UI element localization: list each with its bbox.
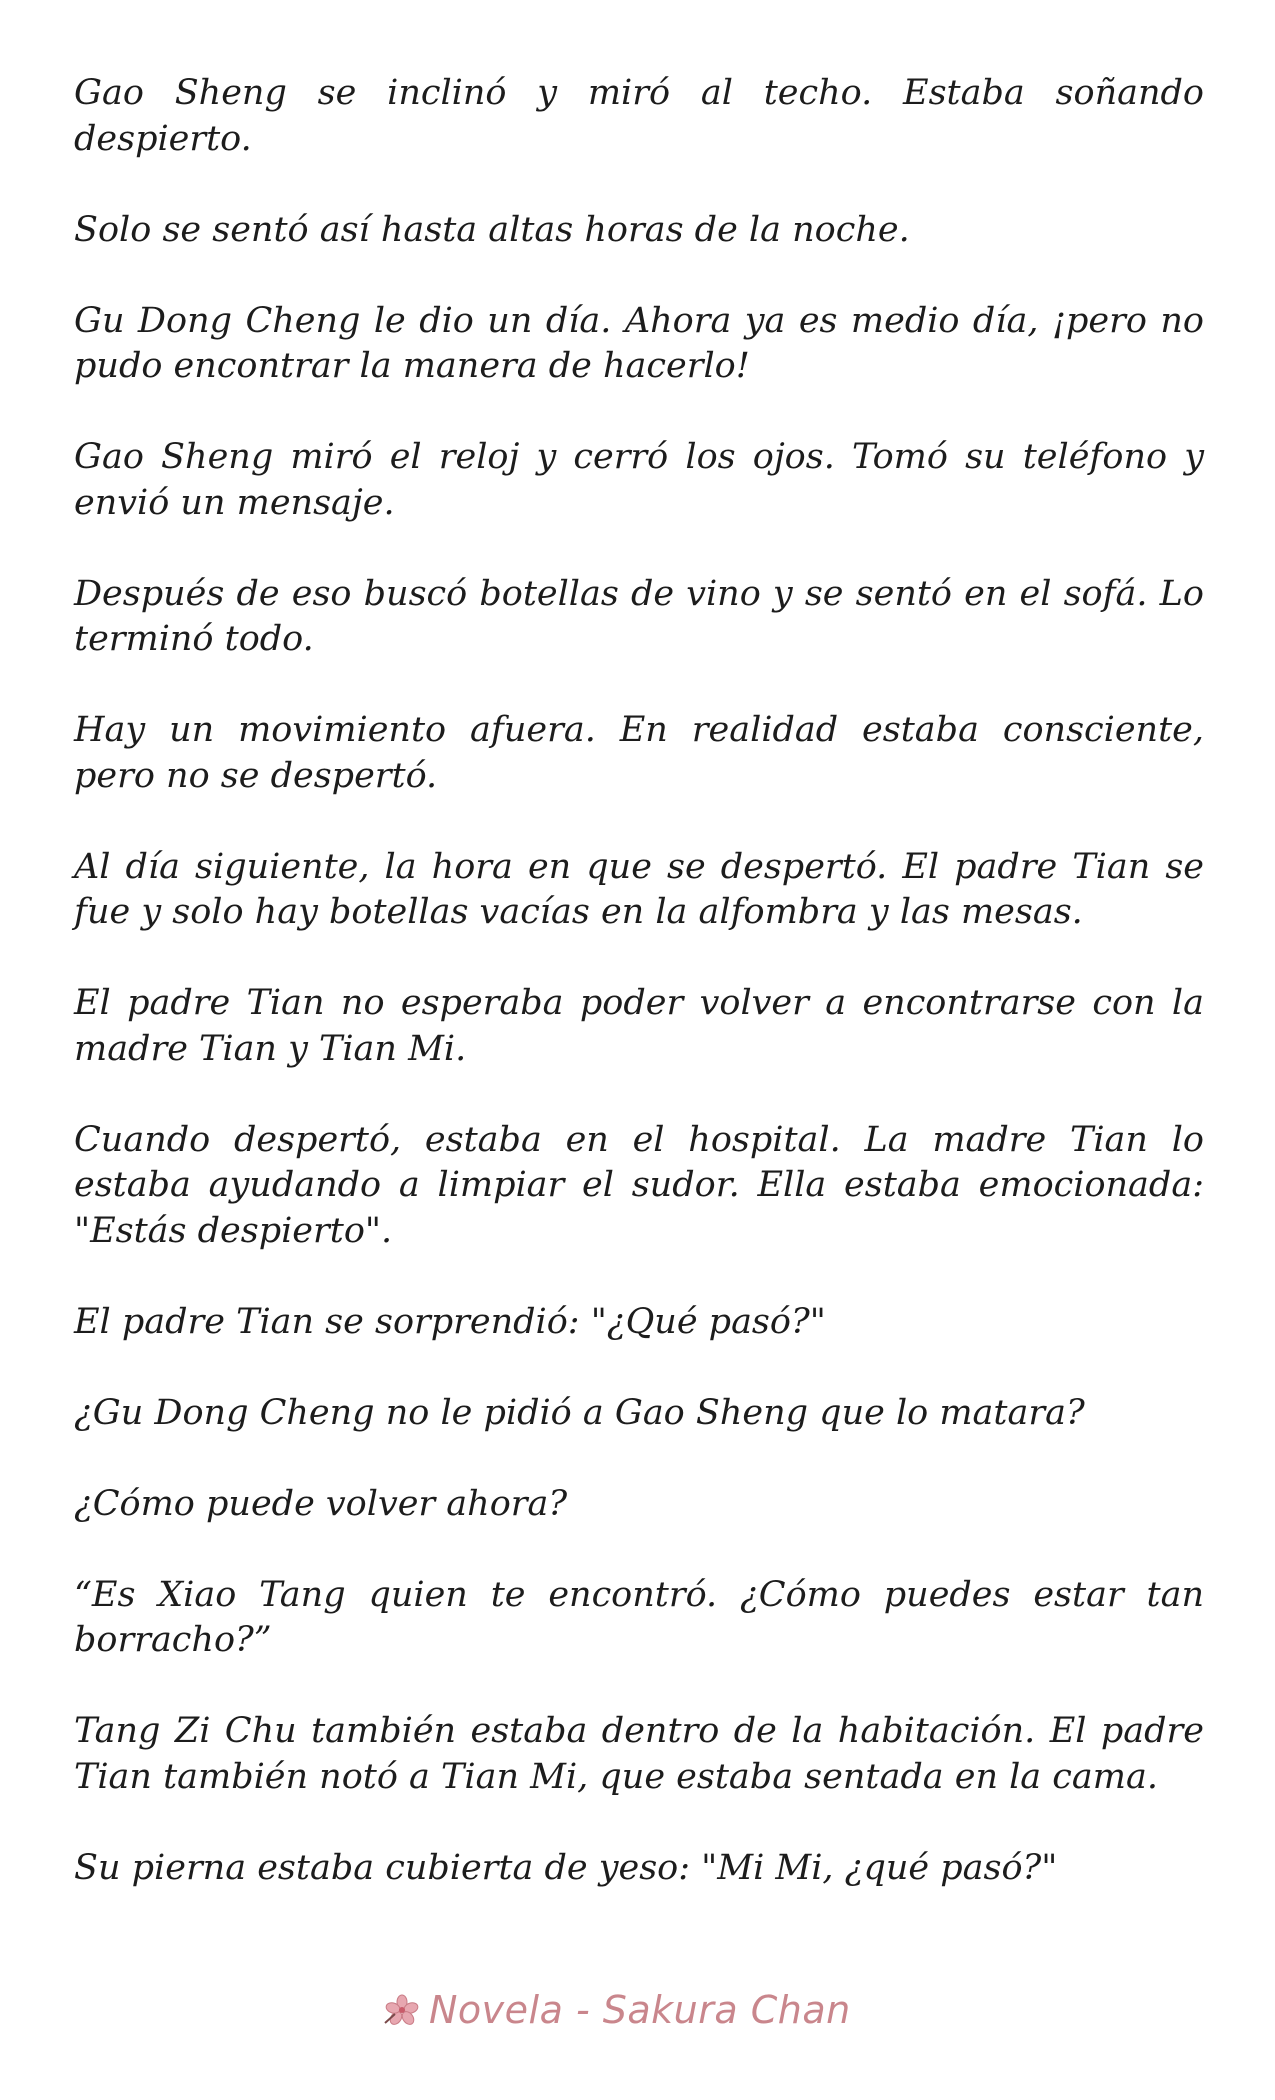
paragraph: “Es Xiao Tang quien te encontró. ¿Cómo puedes estar tan borracho?”: [74, 1574, 1204, 1660]
paragraph: Su pierna estaba cubierta de yeso: "Mi Mi, ¿qué pasó?": [74, 1847, 1058, 1888]
watermark-text: Novela - Sakura Chan: [429, 1988, 851, 2032]
paragraph: Tang Zi Chu también estaba dentro de la habitación. El padre Tian también notó a Tian Mi, que estaba sentada en la cama.: [74, 1711, 1204, 1797]
paragraph: El padre Tian se sorprendió: "¿Qué pasó?": [74, 1301, 826, 1342]
paragraph: Después de eso buscó botellas de vino y se sentó en el sofá. Lo terminó todo.: [74, 573, 1204, 659]
watermark: [383, 1985, 851, 2035]
paragraph: Solo se sentó así hasta altas horas de la noche.: [74, 209, 910, 250]
paragraph: Al día siguiente, la hora en que se despertó. El padre Tian se fue y solo hay botellas vacías en la alfombra y las mesas.: [74, 846, 1204, 932]
paragraph: Gao Sheng se inclinó y miró al techo. Estaba soñando despierto.: [74, 73, 1204, 159]
paragraph: Gu Dong Cheng le dio un día. Ahora ya es medio día, ¡pero no pudo encontrar la manera de hacerlo!: [74, 300, 1204, 386]
paragraph: ¿Gu Dong Cheng no le pidió a Gao Sheng que lo matara?: [74, 1392, 1085, 1433]
paragraph: ¿Cómo puede volver ahora?: [74, 1483, 568, 1524]
paragraph: El padre Tian no esperaba poder volver a encontrarse con la madre Tian y Tian Mi.: [74, 983, 1204, 1069]
paragraph: Hay un movimiento afuera. En realidad estaba consciente, pero no se despertó.: [74, 710, 1204, 796]
paragraph: Gao Sheng miró el reloj y cerró los ojos. Tomó su teléfono y envió un mensaje.: [74, 437, 1204, 523]
paragraph: Cuando despertó, estaba en el hospital. La madre Tian lo estaba ayudando a limpiar el sudor. Ella estaba emocionada: "Estás despierto".: [74, 1119, 1204, 1251]
document-page: [74, 71, 1204, 1937]
cherry-blossom-icon: [383, 1993, 421, 2027]
